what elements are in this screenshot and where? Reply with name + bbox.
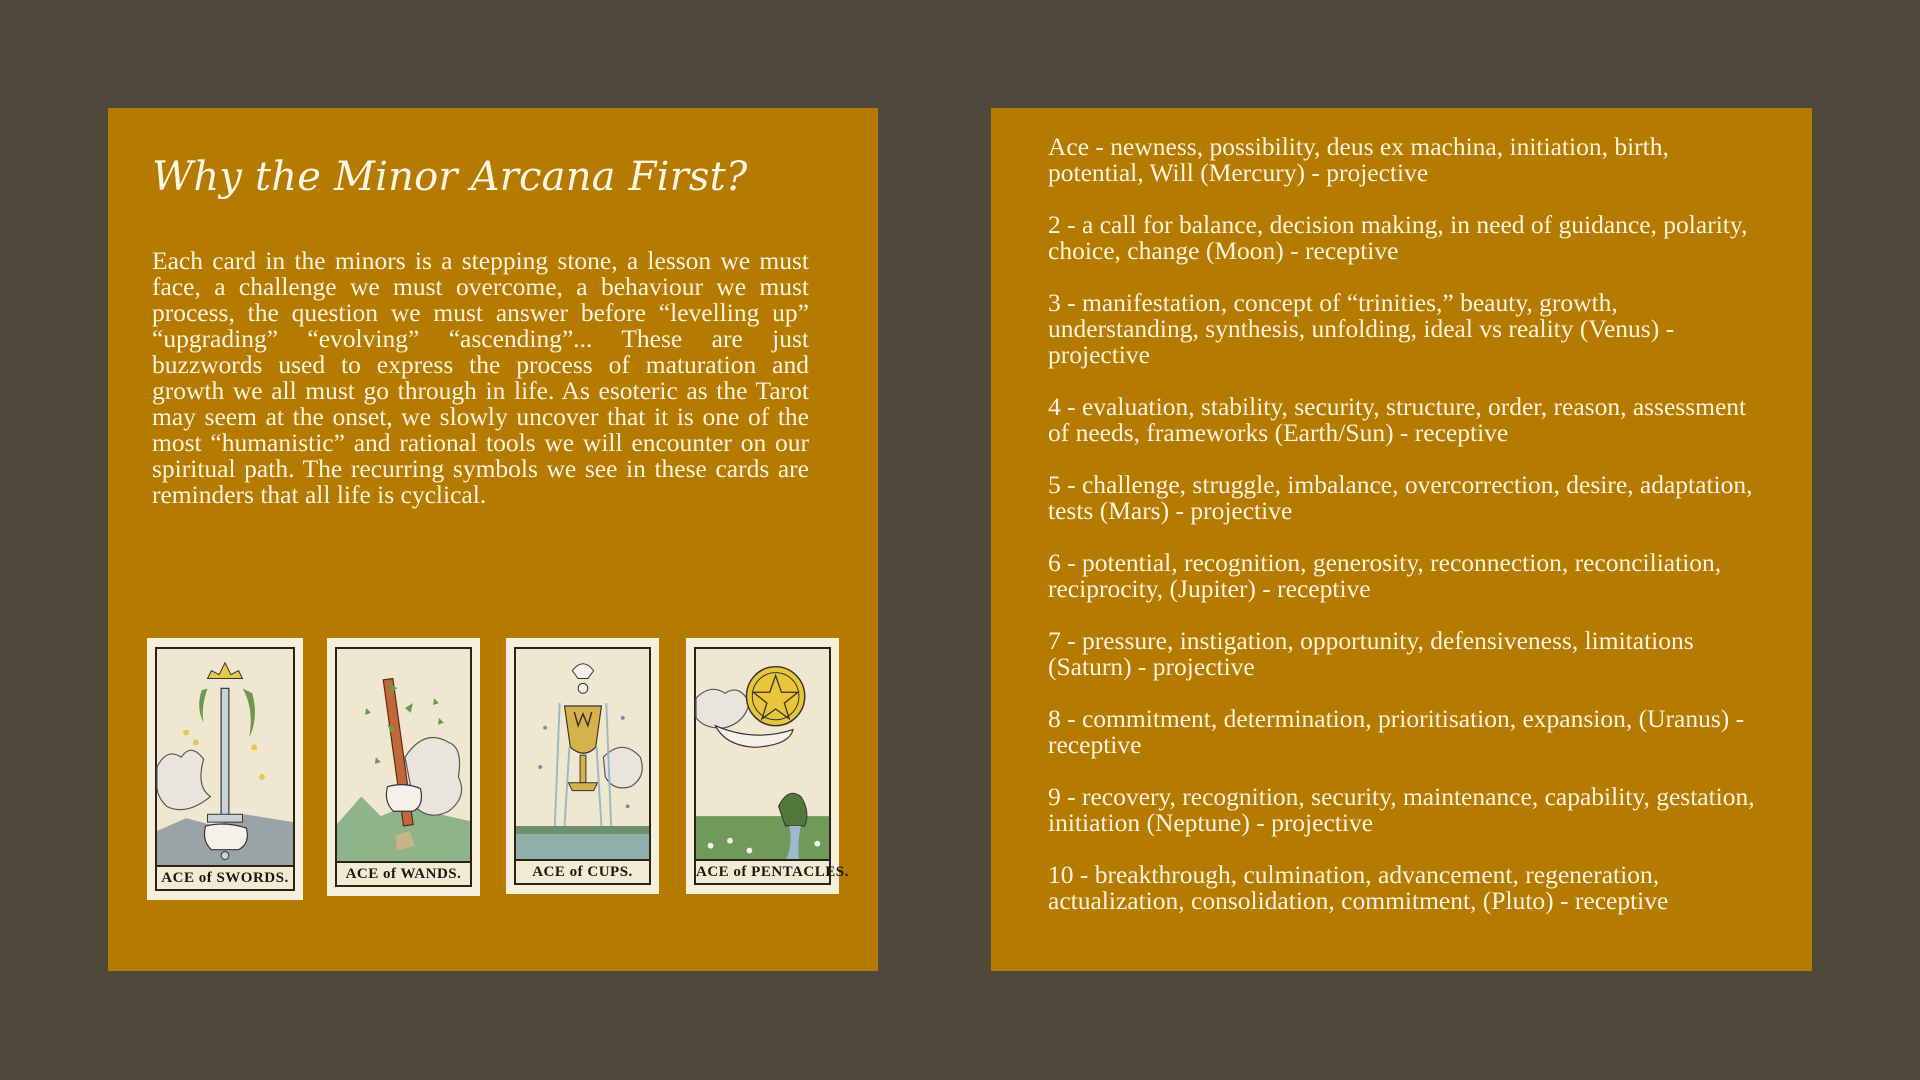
page-title: Why the Minor Arcana First? [152, 154, 748, 200]
list-item: 6 - potential, recognition, generosity, reconnection, reconciliation, reciprocity, (Jupiter) - receptive [1048, 548, 1722, 603]
left-panel [108, 108, 878, 971]
tarot-card-ace-of-wands [327, 638, 480, 896]
list-item: 5 - challenge, struggle, imbalance, overcorrection, desire, adaptation, tests (Mars) - projective [1048, 470, 1753, 525]
list-item: 8 - commitment, determination, prioritisation, expansion, (Uranus) - receptive [1048, 704, 1745, 759]
sword-icon [157, 649, 293, 889]
intro-paragraph: Each card in the minors is a stepping stone, a lesson we must face, a challenge we must overcome, a behaviour we must process, the question we must answer before “levelling up” “upgrading” “evolving” “ascending”... These are just buzzwords used to express the process of maturation and growth we all must go through in life. As esoteric as the Tarot may seem at the onset, we slowly uncover that it is one of the most “humanistic” and rational tools we will encounter on our spiritual path. The recurring symbols we see in these cards are reminders that all life is cyclical. [152, 246, 809, 509]
list-item: 9 - recovery, recognition, security, maintenance, capability, gestation, initiation (Neptune) - projective [1048, 782, 1755, 837]
number-meanings-list [1048, 134, 1768, 940]
tarot-card-ace-of-swords [147, 638, 303, 900]
tarot-card-ace-of-cups [506, 638, 659, 894]
tarot-card-ace-of-pentacles [686, 638, 849, 894]
card-caption: ACE of CUPS. [516, 859, 649, 883]
cup-icon [516, 649, 649, 883]
list-item: Ace - newness, possibility, deus ex machina, initiation, birth, potential, Will (Mercury) - projective [1048, 132, 1669, 187]
right-panel [991, 108, 1812, 971]
card-caption: ACE of PENTACLES. [696, 859, 829, 883]
list-item: 4 - evaluation, stability, security, structure, order, reason, assessment of needs, frameworks (Earth/Sun) - receptive [1048, 392, 1747, 447]
tarot-cards [147, 638, 847, 908]
list-item: 3 - manifestation, concept of “trinities,” beauty, growth, understanding, synthesis, unfolding, ideal vs reality (Venus) - projective [1048, 288, 1675, 369]
list-item: 2 - a call for balance, decision making, in need of guidance, polarity, choice, change (Moon) - receptive [1048, 210, 1748, 265]
pentacle-icon [696, 649, 829, 883]
wand-icon [337, 649, 470, 885]
card-caption: ACE of WANDS. [337, 861, 470, 885]
list-item: 7 - pressure, instigation, opportunity, defensiveness, limitations (Saturn) - projective [1048, 626, 1694, 681]
card-caption: ACE of SWORDS. [157, 865, 293, 889]
list-item: 10 - breakthrough, culmination, advancement, regeneration, actualization, consolidation, commitment, (Pluto) - receptive [1048, 860, 1669, 915]
